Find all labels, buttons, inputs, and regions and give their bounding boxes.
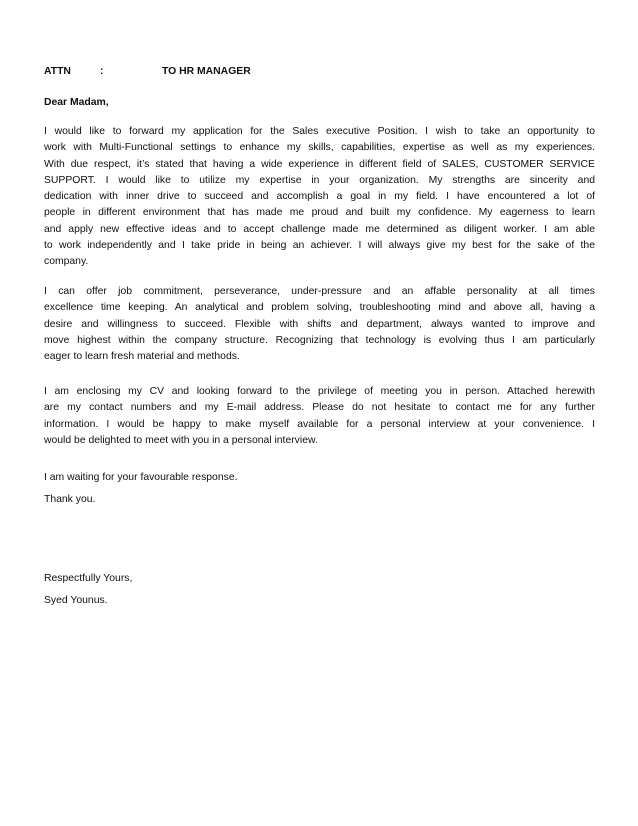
attn-label: ATTN — [44, 66, 71, 77]
text-line: With due respect, it’s stated that having a wide experience in different field of SALES, CUSTOMER SERVICE — [44, 158, 595, 170]
attention-line — [44, 66, 251, 77]
text-line: I can offer job commitment, perseverance, under-pressure and an affable personality at all times — [44, 286, 595, 297]
salutation: Dear Madam, — [44, 97, 109, 108]
paragraph-2 — [44, 284, 595, 365]
signoff: Respectfully Yours, — [44, 573, 133, 584]
text-line: information. I would be happy to make myself available for a personal interview at your convenience. I — [44, 418, 595, 430]
text-line: move highest within the company structure. Recognizing that technology is evolving thus I am particularly — [44, 334, 595, 346]
text-line: dedication with inner drive to succeed and accomplish a goal in my field. I have encountered a lot of — [44, 191, 595, 203]
text-line: eager to learn fresh material and methods. — [44, 351, 240, 363]
text-line: SUPPORT. I would like to utilize my expertise in your organization. My strengths are sincerity and — [44, 174, 595, 186]
signature-name: Syed Younus. — [44, 595, 108, 606]
attn-colon: : — [100, 66, 104, 77]
attn-recipient: TO HR MANAGER — [162, 66, 251, 77]
text-line: would be delighted to meet with you in a personal interview. — [44, 434, 318, 446]
text-line: I would like to forward my application for the Sales executive Position. I wish to take an opportunity to — [44, 126, 595, 137]
text-line: to work independently and I take pride in being an achiever. I will always give my best for the sake of the — [44, 240, 595, 252]
text-line: excellence time keeping. An analytical and problem solving, troubleshooting mind and above all, having a — [44, 302, 595, 314]
text-line: I am enclosing my CV and looking forward to the privilege of meeting you in person. Attached herewith — [44, 386, 595, 397]
thanks: Thank you. — [44, 494, 96, 505]
text-line: company. — [44, 256, 89, 268]
paragraph-3 — [44, 384, 595, 449]
paragraph-1 — [44, 124, 595, 271]
text-line: people in different environment that has made me proud and built my confidence. My eagerness to learn — [44, 207, 595, 219]
text-line: desire and willingness to succeed. Flexible with shifts and department, always wanted to improve and — [44, 318, 595, 330]
closing-line: I am waiting for your favourable response. — [44, 472, 238, 483]
text-line: and apply new effective ideas and to accept challenge made me determined as diligent worker. I am able — [44, 223, 595, 235]
text-line: work with Multi-Functional settings to enhance my skills, capabilities, expertise as well as my experiences. — [44, 142, 595, 154]
text-line: are my contact numbers and my E-mail address. Please do not hesitate to contact me for any further — [44, 402, 595, 414]
